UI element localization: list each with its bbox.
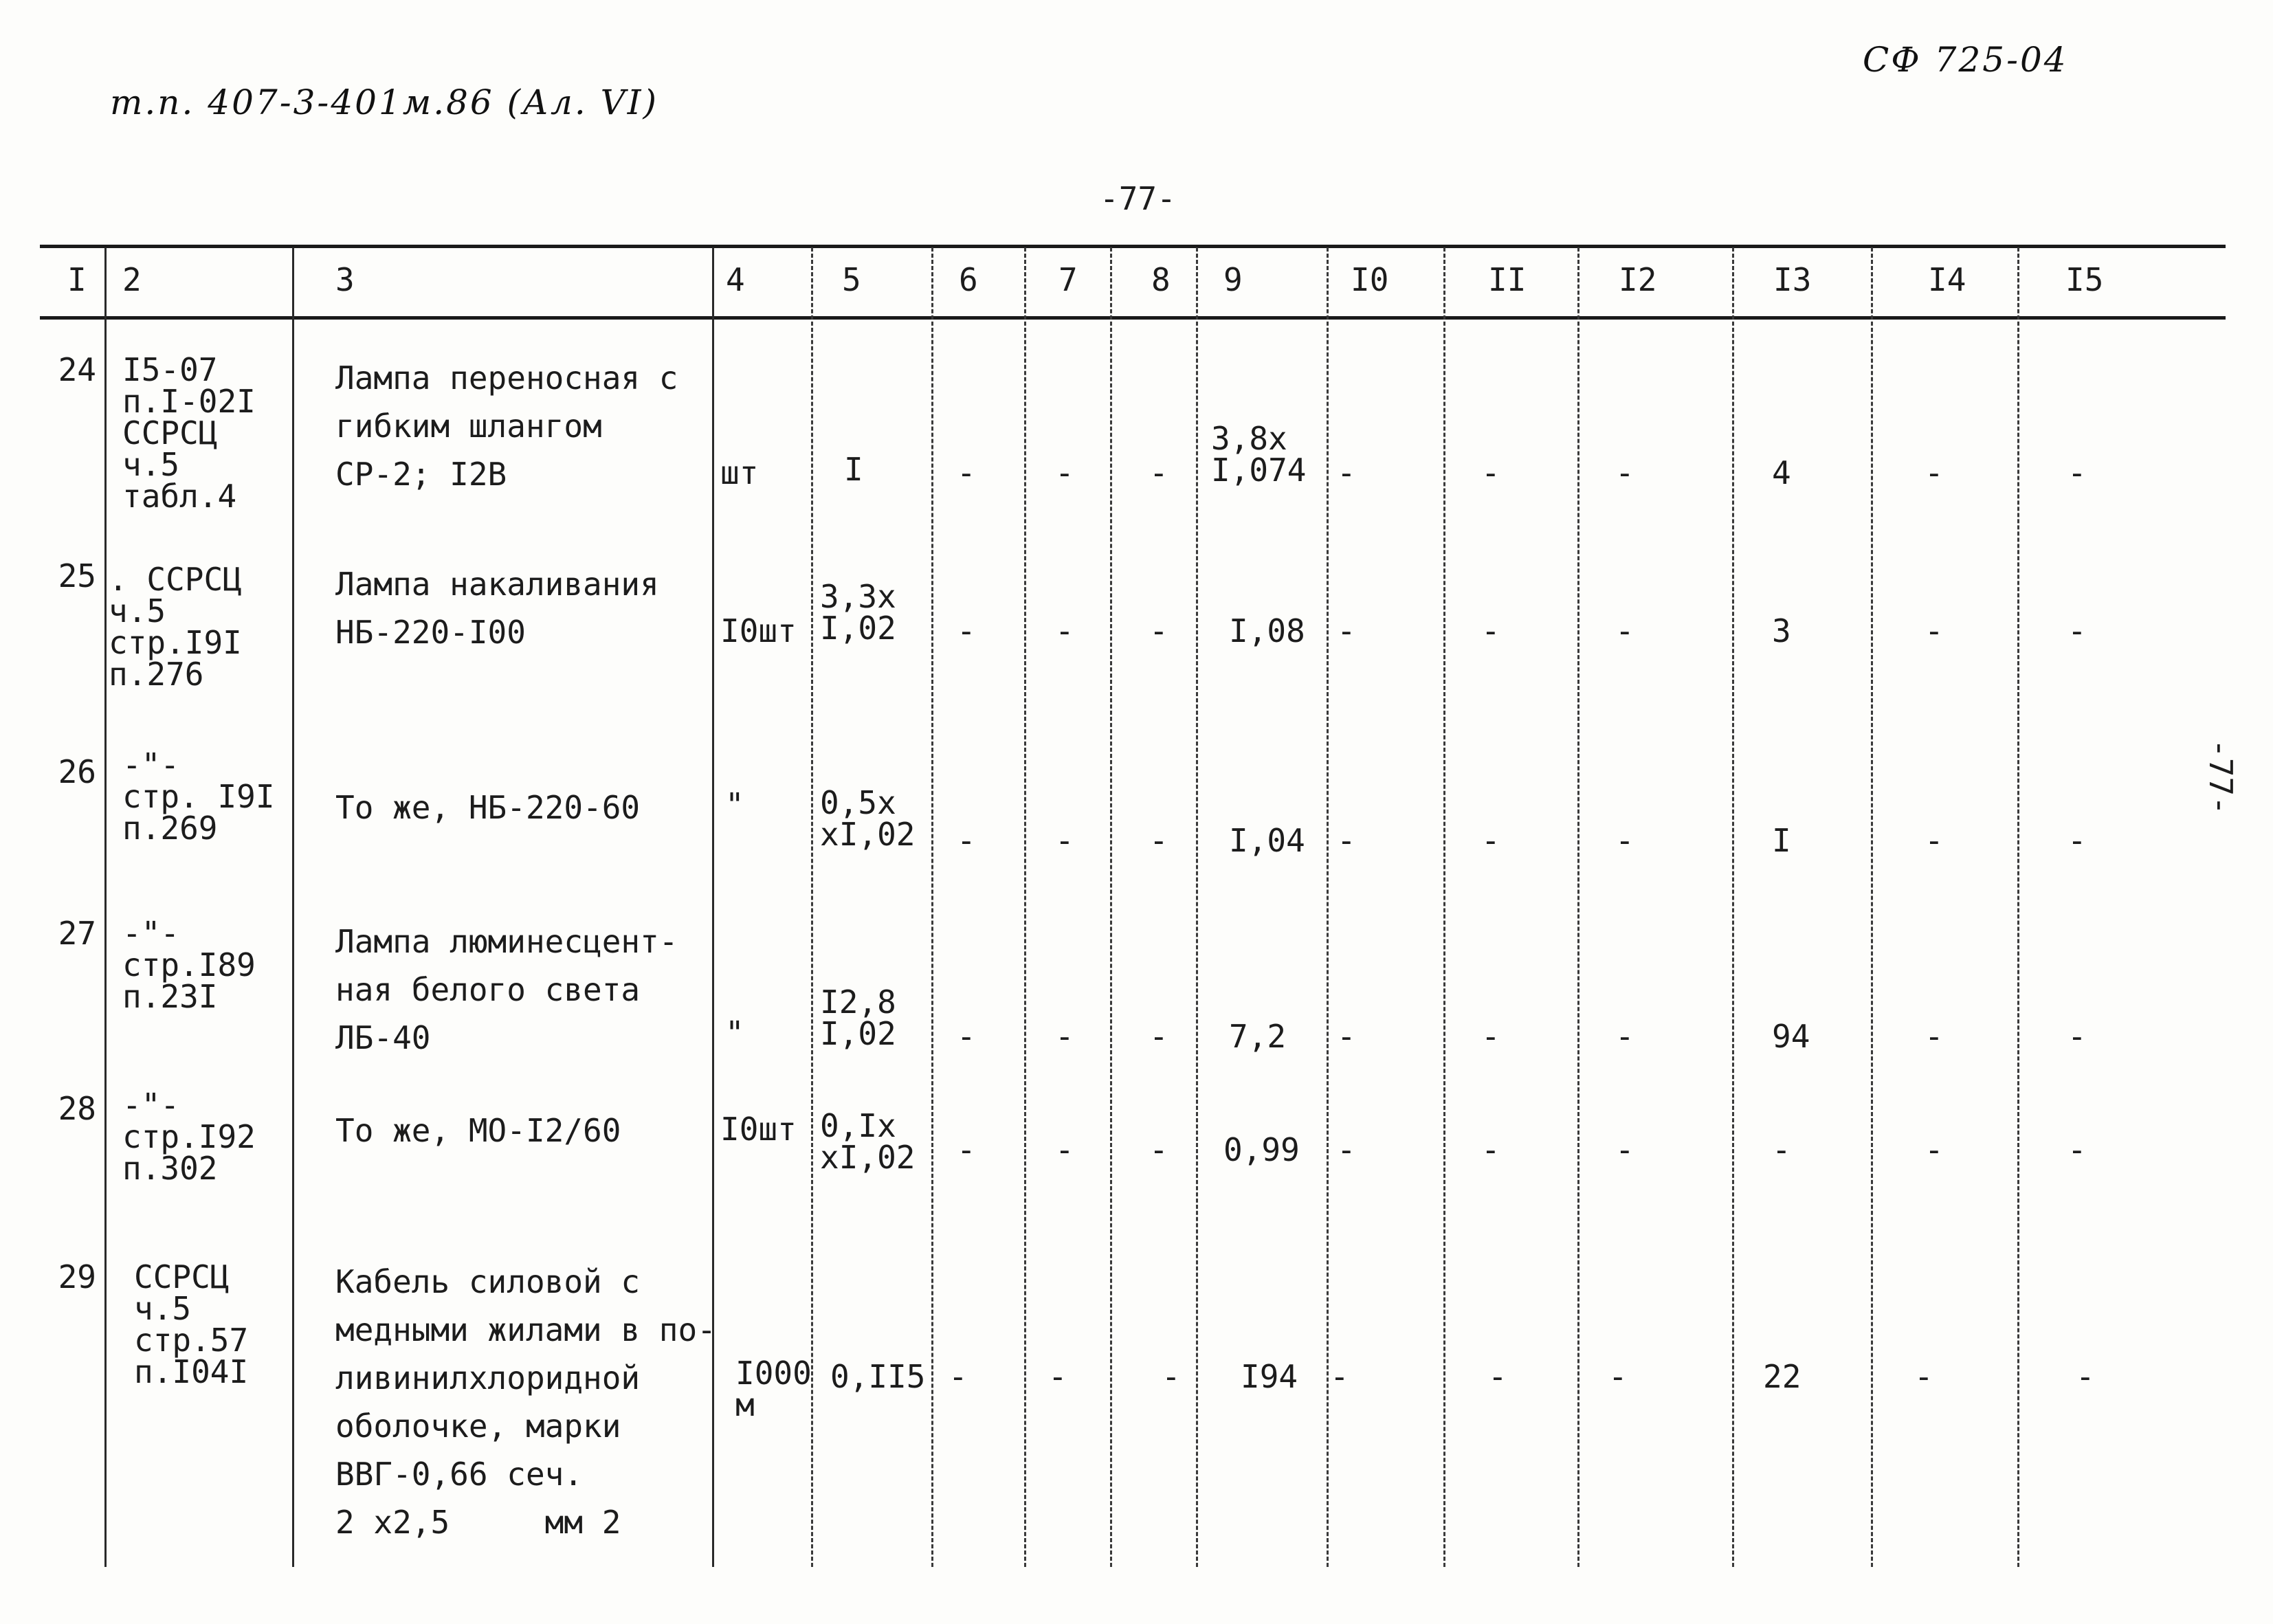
column-header: 9 — [1223, 261, 1243, 298]
item-description: Лампа переносная с гибким шлангом СР-2; I2В — [335, 359, 678, 493]
col12-cell: - — [1608, 1358, 1628, 1395]
column-separator — [1024, 247, 1026, 1567]
column-header: 3 — [335, 261, 355, 298]
col12-cell: - — [1615, 822, 1634, 859]
col9-cell: I94 — [1241, 1358, 1298, 1395]
row-number: 27 — [58, 915, 96, 952]
col14-cell: - — [1925, 454, 1944, 491]
column-header: 2 — [122, 261, 142, 298]
column-header: I2 — [1619, 261, 1657, 298]
col5-cell: I — [844, 451, 863, 488]
column-header: 4 — [726, 261, 745, 298]
col6-cell: - — [957, 1131, 976, 1168]
col14-cell: - — [1914, 1358, 1933, 1395]
unit-cell: I0шт — [720, 1111, 797, 1148]
col10-cell: - — [1337, 1131, 1356, 1168]
col5-cell: I2,8 I,02 — [820, 983, 896, 1052]
col9-cell: 0,99 — [1223, 1131, 1300, 1168]
col11-cell: - — [1488, 1358, 1507, 1395]
col13-cell: I — [1772, 822, 1791, 859]
col14-cell: - — [1925, 612, 1944, 649]
col10-cell: - — [1337, 822, 1356, 859]
norm-reference: -"- стр.I89 п.23I — [122, 915, 256, 1015]
col5-cell: 0,5х хI,02 — [820, 784, 916, 853]
item-description: Кабель силовой с медными жилами в по- ливинилхлоридной оболочке, марки ВВГ-0,66 сеч. 2 х2,5 мм 2 — [335, 1263, 716, 1541]
col6-cell: - — [957, 1018, 976, 1055]
unit-cell: " — [725, 786, 744, 823]
column-separator — [292, 247, 294, 1567]
col6-cell: - — [957, 612, 976, 649]
column-separator — [931, 247, 933, 1567]
item-description: Лампа накаливания НБ-220-I00 — [335, 566, 659, 651]
unit-cell: I0шт — [720, 612, 797, 649]
col15-cell: - — [2076, 1358, 2095, 1395]
norm-reference: -"- стр. I9I п.269 — [122, 746, 275, 847]
col11-cell: - — [1481, 822, 1500, 859]
norm-reference: -"- стр.I92 п.302 — [122, 1087, 256, 1187]
column-separator — [2017, 247, 2019, 1567]
col14-cell: - — [1925, 1131, 1944, 1168]
col8-cell: - — [1149, 822, 1168, 859]
unit-cell: шт — [720, 454, 759, 491]
row-number: 28 — [58, 1090, 96, 1127]
norm-reference: . ССРСЦ ч.5 стр.I9I п.276 — [109, 561, 242, 693]
handwritten-project-code: т.п. 407-3-401м.86 (Ал. VI) — [110, 82, 658, 122]
col13-cell: - — [1772, 1131, 1791, 1168]
column-separator — [1577, 247, 1579, 1567]
col9-cell: 3,8х I,074 — [1211, 420, 1307, 489]
margin-page-number: -77- — [2202, 739, 2239, 815]
col7-cell: - — [1055, 612, 1074, 649]
column-header: 7 — [1058, 261, 1078, 298]
column-header: 6 — [959, 261, 978, 298]
col10-cell: - — [1337, 1018, 1356, 1055]
col5-cell: 0,Iх хI,02 — [820, 1107, 916, 1176]
col9-cell: I,04 — [1229, 822, 1305, 859]
unit-cell: I000 м — [735, 1355, 812, 1423]
col10-cell: - — [1337, 454, 1356, 491]
unit-cell: " — [725, 1014, 744, 1052]
col13-cell: 22 — [1763, 1358, 1801, 1395]
page-number: -77- — [1100, 180, 1176, 217]
norm-reference: I5-07 п.I-02I ССРСЦ ч.5 табл.4 — [122, 351, 256, 515]
col9-cell: I,08 — [1229, 612, 1305, 649]
col12-cell: - — [1615, 454, 1634, 491]
item-description: Лампа люминесцент- ная белого света ЛБ-40 — [335, 923, 678, 1056]
column-header: I3 — [1773, 261, 1812, 298]
column-header: 8 — [1151, 261, 1171, 298]
col10-cell: - — [1337, 612, 1356, 649]
col12-cell: - — [1615, 1018, 1634, 1055]
column-header: I0 — [1351, 261, 1389, 298]
column-header: I4 — [1928, 261, 1966, 298]
col15-cell: - — [2067, 612, 2087, 649]
row-number: 24 — [58, 351, 96, 388]
col14-cell: - — [1925, 822, 1944, 859]
column-header: I5 — [2065, 261, 2104, 298]
col12-cell: - — [1615, 612, 1634, 649]
col8-cell: - — [1162, 1358, 1181, 1395]
column-header: I — [67, 261, 87, 298]
column-header: II — [1488, 261, 1527, 298]
column-header: 5 — [842, 261, 861, 298]
row-number: 26 — [58, 753, 96, 790]
col7-cell: - — [1048, 1358, 1067, 1395]
column-separator — [1110, 247, 1112, 1567]
column-separator — [1871, 247, 1873, 1567]
col8-cell: - — [1149, 1131, 1168, 1168]
col13-cell: 4 — [1772, 454, 1791, 491]
col15-cell: - — [2067, 1018, 2087, 1055]
col15-cell: - — [2067, 822, 2087, 859]
col11-cell: - — [1481, 1131, 1500, 1168]
col8-cell: - — [1149, 454, 1168, 491]
col10-cell: - — [1330, 1358, 1349, 1395]
col13-cell: 94 — [1772, 1018, 1810, 1055]
table-header-rule — [40, 316, 2226, 320]
col8-cell: - — [1149, 612, 1168, 649]
col5-cell: 0,II5 — [830, 1358, 926, 1395]
col14-cell: - — [1925, 1018, 1944, 1055]
col6-cell: - — [949, 1358, 968, 1395]
col6-cell: - — [957, 822, 976, 859]
col11-cell: - — [1481, 1018, 1500, 1055]
row-number: 29 — [58, 1258, 96, 1295]
col6-cell: - — [957, 454, 976, 491]
col7-cell: - — [1055, 454, 1074, 491]
col8-cell: - — [1149, 1018, 1168, 1055]
column-separator — [104, 247, 107, 1567]
col7-cell: - — [1055, 1131, 1074, 1168]
col11-cell: - — [1481, 612, 1500, 649]
column-separator — [1732, 247, 1734, 1567]
column-separator — [1196, 247, 1198, 1567]
col15-cell: - — [2067, 454, 2087, 491]
item-description: То же, НБ-220-60 — [335, 789, 641, 826]
column-separator — [1327, 247, 1329, 1567]
col9-cell: 7,2 — [1229, 1018, 1287, 1055]
col7-cell: - — [1055, 822, 1074, 859]
column-separator — [1443, 247, 1445, 1567]
col15-cell: - — [2067, 1131, 2087, 1168]
item-description: То же, МО-I2/60 — [335, 1112, 621, 1149]
norm-reference: ССРСЦ ч.5 стр.57 п.I04I — [134, 1258, 249, 1390]
handwritten-sheet-code: СФ 725-04 — [1863, 40, 2068, 80]
row-number: 25 — [58, 557, 96, 594]
col11-cell: - — [1481, 454, 1500, 491]
col7-cell: - — [1055, 1018, 1074, 1055]
col13-cell: 3 — [1772, 612, 1791, 649]
col5-cell: 3,3х I,02 — [820, 578, 896, 647]
table-top-rule — [40, 245, 2226, 248]
col12-cell: - — [1615, 1131, 1634, 1168]
